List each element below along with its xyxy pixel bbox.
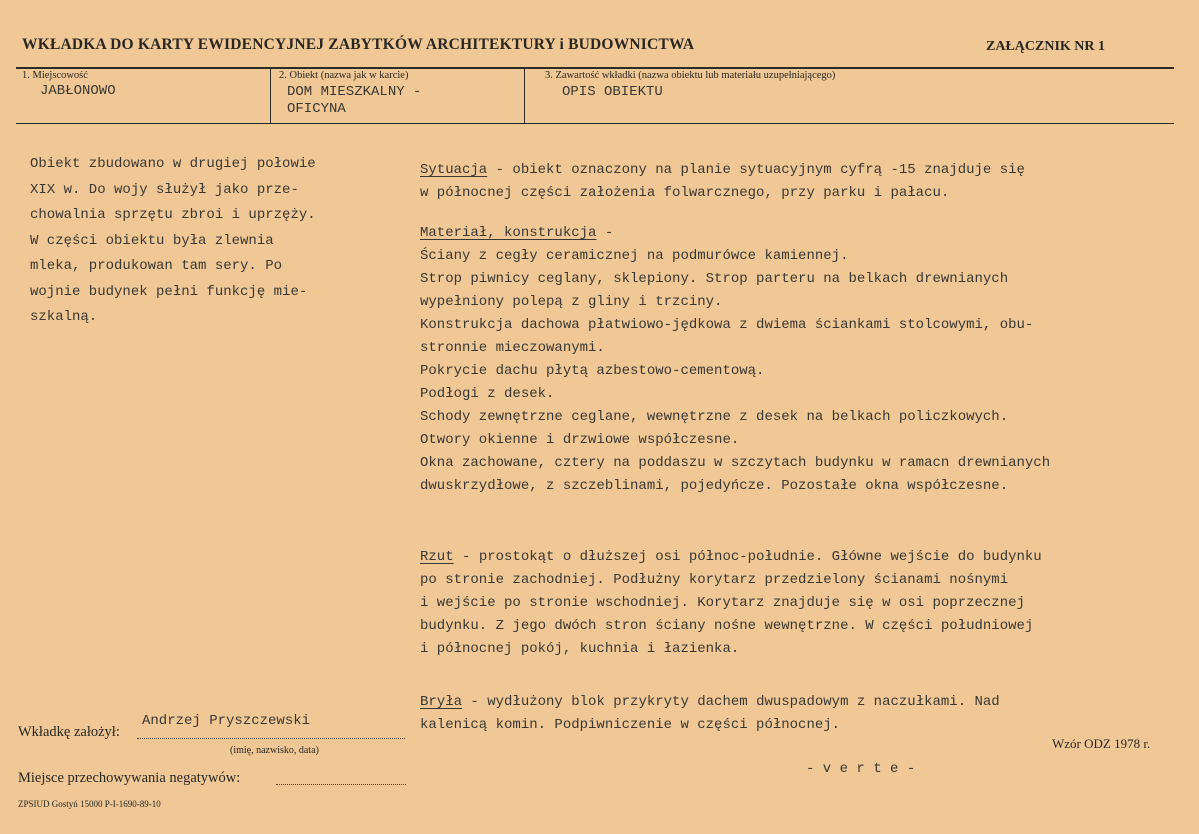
annex-number: ZAŁĄCZNIK NR 1 [986, 39, 1106, 54]
material-heading: Materiał, konstrukcja [420, 225, 597, 241]
history-line: mleka, produkowan tam sery. Po [30, 258, 283, 274]
material-line: Ściany z cegły ceramicznej na podmurówce kamiennej. [420, 248, 849, 264]
plan-line: i wejście po stronie wschodniej. Korytarz znajduje się w osi poprzecznej [420, 595, 1025, 611]
content-label: 3. Zawartość wkładki (nazwa obiektu lub materiału uzupełniającego) [545, 70, 836, 81]
author-dotted-line [137, 738, 405, 739]
material-line: dwuskrzydłowe, z szczeblinami, pojedyńcze. Pozostałe okna współczesne. [420, 478, 1009, 494]
history-line: W części obiektu była zlewnia [30, 232, 274, 249]
material-line: Pokrycie dachu płytą azbestowo-cementową. [420, 363, 765, 379]
history-paragraph [30, 152, 400, 331]
plan-text: - prostokąt o dłuższej osi północ-południe. Główne wejście do budynku [453, 549, 1042, 565]
situation-heading: Sytuacja [420, 162, 488, 178]
mass-text: - wydłużony blok przykryty dachem dwuspadowym z naczułkami. Nad [462, 694, 1000, 710]
negatives-label: Miejsce przechowywania negatywów: [18, 770, 241, 786]
section-plan [420, 546, 1195, 661]
section-mass [420, 691, 1195, 737]
history-line: Obiekt zbudowano w drugiej połowie [30, 156, 316, 172]
situation-line: w północnej części założenia folwarcznego, przy parku i pałacu. [420, 185, 950, 201]
plan-heading: Rzut [420, 549, 454, 565]
material-line: Okna zachowane, cztery na poddaszu w szczytach budynku w ramacn drewnianych [420, 455, 1051, 471]
material-line: stronnie mieczowanymi. [420, 340, 605, 356]
field-divider-2 [524, 68, 525, 123]
author-label: Wkładkę założył: [18, 724, 120, 740]
material-text: - [596, 225, 614, 241]
material-line: Otwory okienne i drzwiowe współczesne. [420, 432, 740, 448]
negatives-dotted-line [276, 784, 406, 785]
mass-heading: Bryła [420, 694, 463, 710]
author-caption: (imię, nazwisko, data) [230, 745, 319, 756]
object-value-line-2: OFICYNA [287, 101, 346, 117]
content-value: OPIS OBIEKTU [562, 84, 663, 100]
header-top-rule [16, 67, 1174, 69]
history-line: wojnie budynek pełni funkcję mie- [30, 283, 308, 300]
material-line: Strop piwnicy ceglany, sklepiony. Strop parteru na belkach drewnianych [420, 271, 1009, 287]
section-material [420, 222, 1195, 498]
form-title: WKŁADKA DO KARTY EWIDENCYJNEJ ZABYTKÓW ARCHITEKTURY i BUDOWNICTWA [22, 36, 695, 53]
section-situation [420, 159, 1195, 205]
locality-label: 1. Miejscowość [22, 70, 88, 81]
history-line: XIX w. Do wojy służył jako prze- [30, 181, 299, 198]
mass-line: kalenicą komin. Podpiwniczenie w części północnej. [420, 717, 841, 733]
history-line: chowalnia sprzętu zbroi i uprzęży. [30, 207, 316, 223]
print-info: ZPSIUD Gostyń 15000 P-I-1690-89-10 [18, 799, 161, 809]
plan-line: po stronie zachodniej. Podłużny korytarz przedzielony ścianami nośnymi [420, 572, 1009, 588]
plan-line: budynku. Z jego dwóch stron ściany nośne wewnętrzne. W części południowej [420, 618, 1034, 634]
object-value-line-1: DOM MIESZKALNY - [287, 84, 422, 100]
header-bottom-rule [16, 123, 1174, 124]
author-value: Andrzej Pryszczewski [142, 713, 311, 729]
verte-marker: - v e r t e - [806, 761, 916, 777]
object-label: 2. Obiekt (nazwa jak w karcie) [279, 70, 409, 81]
material-line: Schody zewnętrzne ceglane, wewnętrzne z desek na belkach policzkowych. [420, 409, 1009, 425]
field-divider-1 [270, 68, 271, 123]
locality-value: JABŁONOWO [40, 83, 116, 99]
material-line: Podłogi z desek. [420, 386, 555, 402]
material-line: Konstrukcja dachowa płatwiowo-jędkowa z dwiema ściankami stolcowymi, obu- [420, 317, 1034, 333]
history-line: szkalną. [30, 309, 98, 325]
situation-text: - obiekt oznaczony na planie sytuacyjnym cyfrą -15 znajduje się [487, 162, 1025, 178]
plan-line: i północnej pokój, kuchnia i łazienka. [420, 641, 740, 657]
form-model: Wzór ODZ 1978 r. [1052, 736, 1151, 751]
material-line: wypełniony polepą z gliny i trzciny. [420, 294, 723, 310]
